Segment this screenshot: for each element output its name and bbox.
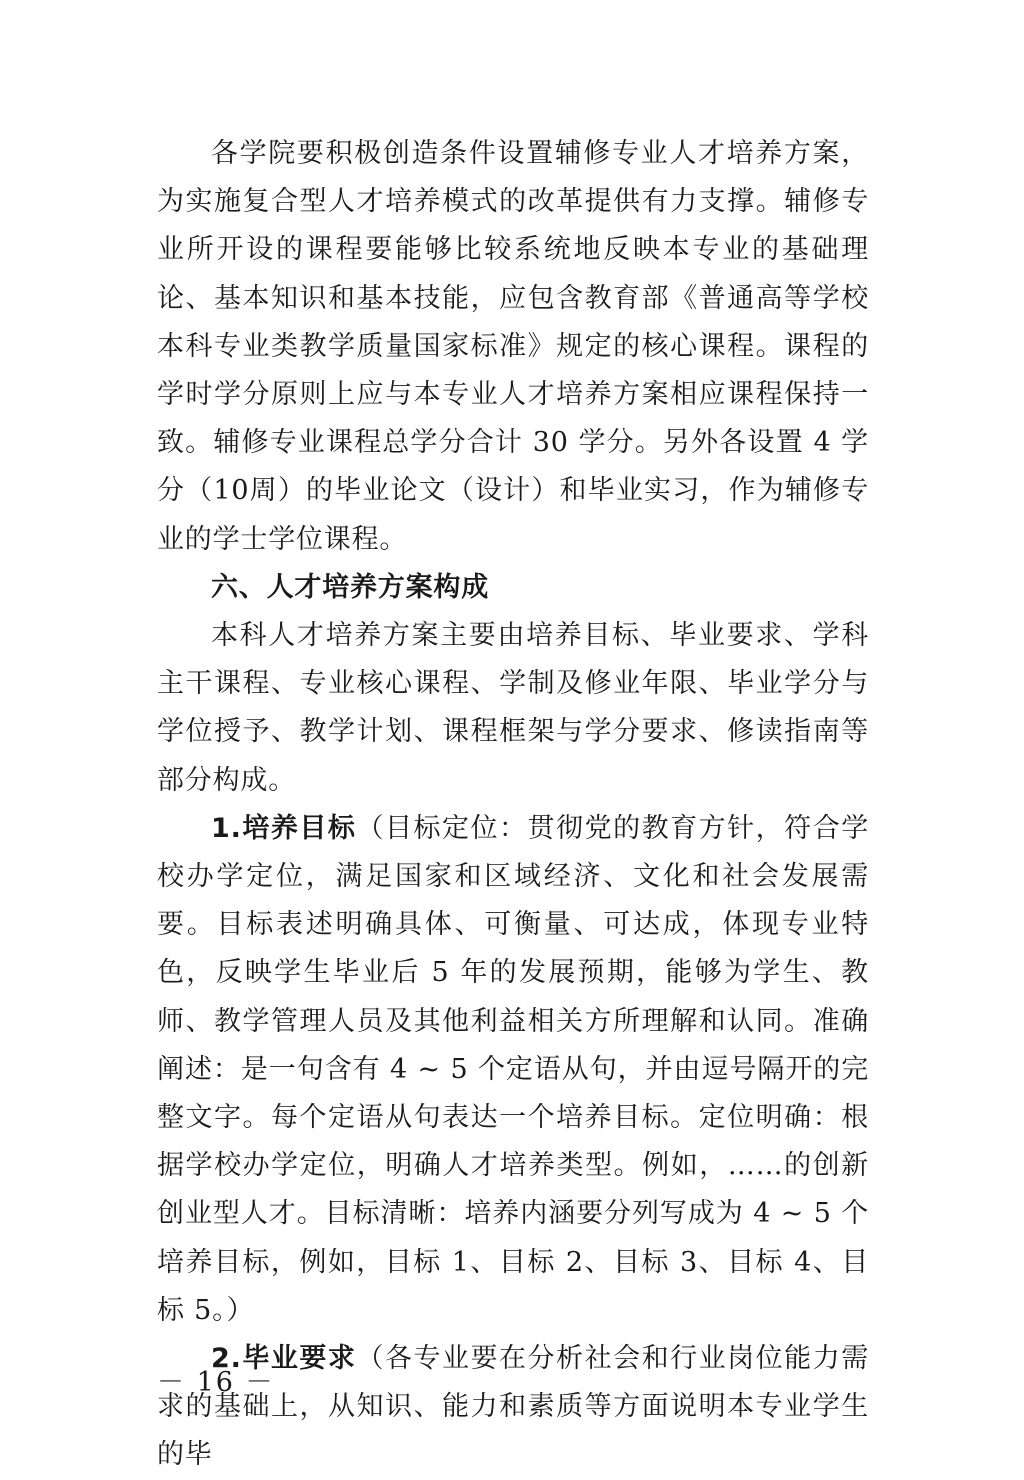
graduation-requirements-text: （各专业要在分析社会和行业岗位能力需求的基础上，从知识、能力和素质等方面说明本专业学生的毕 — [157, 1343, 870, 1471]
graduation-requirements-label: 2.毕业要求 — [211, 1343, 357, 1375]
document-body — [157, 130, 869, 1480]
paragraph-graduation-requirements — [157, 1335, 869, 1480]
page-number: － 16 － — [157, 1367, 275, 1398]
paragraph-minor-program: 各学院要积极创造条件设置辅修专业人才培养方案，为实施复合型人才培养模式的改革提供有力支撑。辅修专业所开设的课程要能够比较系统地反映本专业的基础理论、基本知识和基本技能，应包含教育部《普通高等学校本科专业类教学质量国家标准》规定的核心课程。课程的学时学分原则上应与本专业人才培养方案相应课程保持一致。辅修专业课程总学分合计 30 学分。另外各设置 4 学分（10周）的毕业论文（设计）和毕业实习，作为辅修专业的学士学位课程。 — [157, 138, 869, 555]
training-objectives-label: 1.培养目标 — [211, 812, 357, 844]
paragraph-plan-composition — [157, 612, 869, 805]
paragraph-training-objectives — [157, 805, 869, 1335]
training-objectives-text: （目标定位：贯彻党的教育方针，符合学校办学定位，满足国家和区域经济、文化和社会发展需要。目标表述明确具体、可衡量、可达成，体现专业特色，反映学生毕业后 5 年的发展预期，能够为学生、教师、教学管理人员及其他利益相关方所理解和认同。准确阐述：是一句含有 4 ~ 5 个定语从句，并由逗号隔开的完整文字。每个定语从句表达一个培养目标。定位明确：根据学校办学定位，明确人才培养类型。例如，……的创新创业型人才。目标清晰：培养内涵要分列写成为 4 ~ 5 个培养目标，例如，目标 1、目标 2、目标 3、目标 4、目标 5。） — [157, 812, 870, 1326]
paragraph-plan-composition-text: 本科人才培养方案主要由培养目标、毕业要求、学科主干课程、专业核心课程、学制及修业年限、毕业学分与学位授予、教学计划、课程框架与学分要求、修读指南等部分构成。 — [157, 620, 869, 796]
section-heading-6: 六、人才培养方案构成 — [211, 571, 489, 603]
